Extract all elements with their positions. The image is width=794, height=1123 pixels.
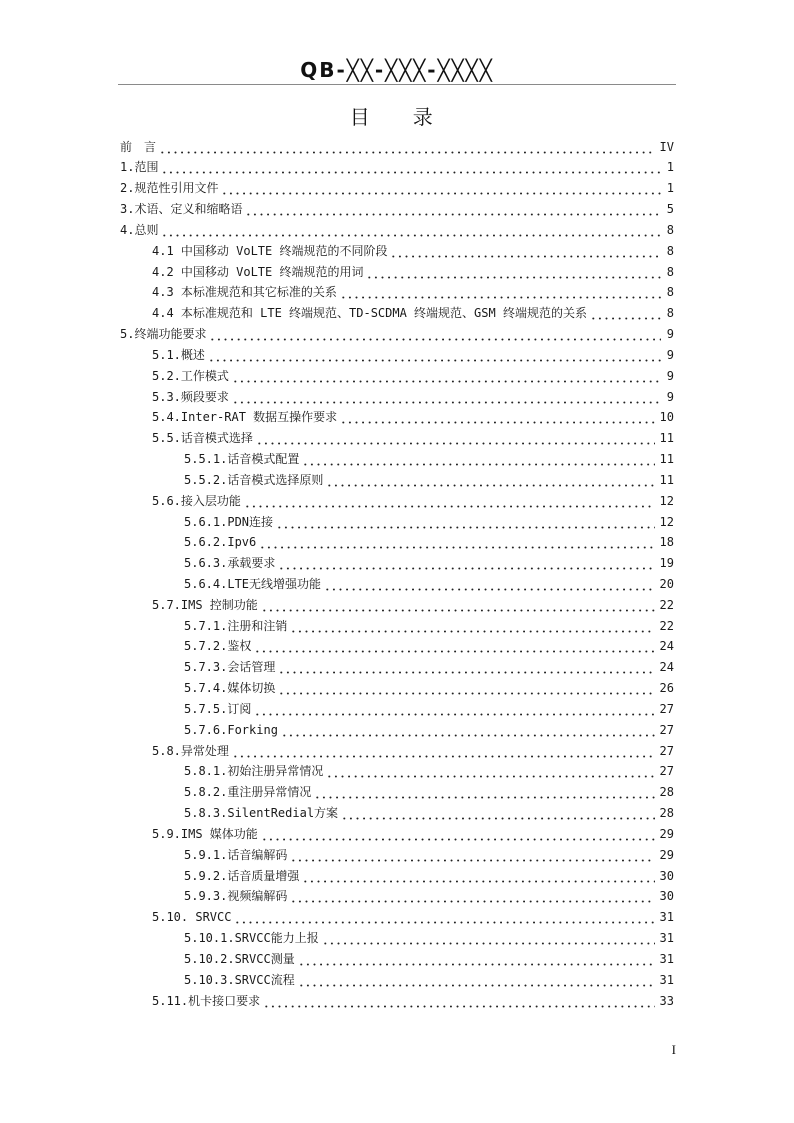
toc-title: 目 录 — [349, 105, 445, 129]
toc-entry-title: 前 言 — [120, 139, 157, 154]
table-of-contents — [120, 137, 674, 1012]
toc-entry-title: 5.8.3.SilentRedial方案 — [184, 806, 339, 821]
toc-entry-title: 5.3.频段要求 — [152, 389, 229, 404]
page-number: I — [671, 1042, 676, 1057]
toc-entry — [120, 741, 674, 762]
toc-dot-leader — [340, 407, 654, 428]
toc-entry — [120, 199, 674, 220]
toc-entry — [120, 470, 674, 491]
header-divider — [118, 84, 676, 85]
toc-page-number: 18 — [659, 535, 674, 550]
toc-page-number: 1 — [666, 160, 674, 175]
toc-entry — [120, 761, 674, 782]
toc-entry — [120, 282, 674, 303]
toc-dot-leader — [254, 699, 654, 720]
toc-entry-title: 5.6.3.承载要求 — [184, 556, 276, 571]
toc-entry-title: 5.10.3.SRVCC流程 — [184, 972, 295, 987]
toc-entry-title: 5.1.概述 — [152, 347, 205, 362]
toc-entry-title: 4.4 本标准规范和 LTE 终端规范、TD-SCDMA 终端规范、GSM 终端规范的关系 — [152, 306, 587, 321]
toc-entry-title: 5.5.2.话音模式选择原则 — [184, 472, 324, 487]
toc-entry — [120, 366, 674, 387]
toc-entry — [120, 970, 674, 991]
toc-dot-leader — [259, 532, 654, 553]
toc-entry — [120, 678, 674, 699]
toc-page-number: 9 — [666, 389, 674, 404]
toc-page-number: 31 — [659, 931, 674, 946]
toc-entry — [120, 137, 674, 158]
toc-entry-title: 5.4.Inter-RAT 数据互操作要求 — [152, 410, 338, 425]
toc-entry — [120, 553, 674, 574]
toc-entry-title: 5.10.1.SRVCC能力上报 — [184, 931, 319, 946]
toc-entry — [120, 241, 674, 262]
toc-page-number: 22 — [659, 618, 674, 633]
toc-entry — [120, 595, 674, 616]
toc-entry — [120, 574, 674, 595]
toc-entry — [120, 886, 674, 907]
toc-page-number: 31 — [659, 910, 674, 925]
toc-page-number: 30 — [659, 868, 674, 883]
toc-entry-title: 5.6.1.PDN连接 — [184, 514, 274, 529]
toc-entry-title: 3.术语、定义和缩略语 — [120, 202, 243, 217]
toc-dot-leader — [263, 991, 654, 1012]
toc-page-number: 24 — [659, 639, 674, 654]
toc-page-number: IV — [659, 139, 674, 154]
toc-entry — [120, 699, 674, 720]
toc-entry-title: 5.9.2.话音质量增强 — [184, 868, 300, 883]
toc-entry-title: 1.范围 — [120, 160, 159, 175]
toc-entry — [120, 845, 674, 866]
toc-entry-title: 5.10.2.SRVCC测量 — [184, 951, 295, 966]
toc-entry-title: 5.7.3.会话管理 — [184, 660, 276, 675]
toc-dot-leader — [390, 241, 661, 262]
toc-dot-leader — [232, 741, 655, 762]
toc-entry-title: 5.11.机卡接口要求 — [152, 993, 261, 1008]
toc-dot-leader — [244, 491, 655, 512]
toc-page-number: 24 — [659, 660, 674, 675]
toc-entry-title: 5.9.1.话音编解码 — [184, 847, 288, 862]
toc-entry-title: 4.3 本标准规范和其它标准的关系 — [152, 285, 337, 300]
toc-entry — [120, 387, 674, 408]
toc-entry-title: 5.7.1.注册和注销 — [184, 618, 288, 633]
toc-entry-title: 5.5.话音模式选择 — [152, 431, 253, 446]
toc-entry-title: 5.10. SRVCC — [152, 910, 232, 925]
toc-dot-leader — [232, 366, 661, 387]
toc-entry — [120, 928, 674, 949]
toc-dot-leader — [298, 970, 655, 991]
toc-entry — [120, 220, 674, 241]
toc-dot-leader — [281, 720, 655, 741]
toc-entry-title: 5.9.3.视频编解码 — [184, 889, 288, 904]
toc-dot-leader — [278, 678, 654, 699]
toc-page-number: 8 — [666, 222, 674, 237]
toc-page-number: 8 — [666, 285, 674, 300]
toc-dot-leader — [159, 137, 655, 158]
toc-page-number: 9 — [666, 347, 674, 362]
toc-page-number: 31 — [659, 972, 674, 987]
toc-dot-leader — [161, 157, 661, 178]
toc-page-number: 33 — [659, 993, 674, 1008]
toc-entry — [120, 824, 674, 845]
toc-dot-leader — [278, 657, 654, 678]
toc-dot-leader — [208, 345, 661, 366]
toc-entry-title: 4.2 中国移动 VoLTE 终端规范的用词 — [152, 264, 364, 279]
toc-entry — [120, 157, 674, 178]
toc-page-number: 8 — [666, 264, 674, 279]
toc-entry — [120, 345, 674, 366]
toc-dot-leader — [290, 886, 654, 907]
toc-dot-leader — [209, 324, 661, 345]
toc-page-number: 1 — [666, 181, 674, 196]
toc-page-number: 12 — [659, 514, 674, 529]
toc-entry — [120, 491, 674, 512]
toc-entry-title: 5.终端功能要求 — [120, 327, 207, 342]
toc-entry-title: 5.8.2.重注册异常情况 — [184, 785, 312, 800]
toc-entry-title: 4.1 中国移动 VoLTE 终端规范的不同阶段 — [152, 243, 388, 258]
toc-page-number: 9 — [666, 368, 674, 383]
toc-dot-leader — [326, 761, 654, 782]
toc-entry — [120, 449, 674, 470]
toc-entry — [120, 512, 674, 533]
toc-page-number: 11 — [659, 452, 674, 467]
toc-dot-leader — [232, 387, 661, 408]
toc-dot-leader — [302, 449, 654, 470]
toc-dot-leader — [322, 928, 655, 949]
toc-entry-title: 5.8.1.初始注册异常情况 — [184, 764, 324, 779]
toc-entry — [120, 407, 674, 428]
toc-dot-leader — [234, 907, 654, 928]
toc-dot-leader — [302, 866, 654, 887]
toc-entry-title: 5.7.4.媒体切换 — [184, 681, 276, 696]
toc-entry — [120, 803, 674, 824]
toc-page-number: 28 — [659, 806, 674, 821]
toc-entry — [120, 324, 674, 345]
toc-dot-leader — [290, 845, 654, 866]
toc-page-number: 27 — [659, 722, 674, 737]
toc-dot-leader — [298, 949, 655, 970]
toc-page-number: 26 — [659, 681, 674, 696]
toc-entry-title: 5.5.1.话音模式配置 — [184, 452, 300, 467]
toc-dot-leader — [261, 824, 655, 845]
toc-dot-leader — [590, 303, 661, 324]
toc-entry — [120, 720, 674, 741]
toc-entry-title: 5.6.4.LTE无线增强功能 — [184, 576, 322, 591]
toc-page-number: 8 — [666, 243, 674, 258]
toc-dot-leader — [326, 470, 654, 491]
toc-entry-title: 5.7.5.订阅 — [184, 701, 252, 716]
toc-page-number: 29 — [659, 826, 674, 841]
toc-entry-title: 5.7.IMS 控制功能 — [152, 597, 258, 612]
toc-dot-leader — [245, 199, 661, 220]
toc-dot-leader — [314, 782, 654, 803]
toc-entry-title: 5.6.2.Ipv6 — [184, 535, 257, 550]
toc-dot-leader — [341, 803, 655, 824]
toc-dot-leader — [278, 553, 654, 574]
toc-entry — [120, 428, 674, 449]
toc-page-number: 11 — [659, 472, 674, 487]
toc-entry — [120, 907, 674, 928]
toc-dot-leader — [161, 220, 661, 241]
toc-page-number: 8 — [666, 306, 674, 321]
toc-entry — [120, 616, 674, 637]
toc-dot-leader — [254, 636, 654, 657]
toc-entry-title: 5.8.异常处理 — [152, 743, 229, 758]
toc-entry-title: 5.2.工作模式 — [152, 368, 229, 383]
toc-dot-leader — [276, 512, 655, 533]
toc-dot-leader — [261, 595, 655, 616]
toc-dot-leader — [221, 178, 661, 199]
toc-entry-title: 5.7.6.Forking — [184, 722, 278, 737]
toc-entry — [120, 303, 674, 324]
toc-page-number: 27 — [659, 743, 674, 758]
toc-page-number: 29 — [659, 847, 674, 862]
toc-entry — [120, 782, 674, 803]
toc-page-number: 27 — [659, 764, 674, 779]
toc-entry — [120, 178, 674, 199]
toc-page-number: 12 — [659, 493, 674, 508]
toc-page-number: 9 — [666, 327, 674, 342]
toc-entry — [120, 657, 674, 678]
toc-page-number: 30 — [659, 889, 674, 904]
toc-page-number: 27 — [659, 701, 674, 716]
toc-dot-leader — [366, 262, 661, 283]
toc-page-number: 5 — [666, 202, 674, 217]
toc-page-number: 11 — [659, 431, 674, 446]
toc-entry — [120, 991, 674, 1012]
toc-entry-title: 5.7.2.鉴权 — [184, 639, 252, 654]
document-code-header: QB-╳╳-╳╳╳-╳╳╳╳ — [300, 58, 494, 82]
toc-entry-title: 5.9.IMS 媒体功能 — [152, 826, 258, 841]
toc-dot-leader — [256, 428, 655, 449]
toc-entry-title: 5.6.接入层功能 — [152, 493, 241, 508]
toc-dot-leader — [324, 574, 655, 595]
toc-dot-leader — [340, 282, 661, 303]
toc-page-number: 20 — [659, 576, 674, 591]
toc-page-number: 28 — [659, 785, 674, 800]
toc-page-number: 31 — [659, 951, 674, 966]
toc-entry — [120, 636, 674, 657]
toc-page-number: 19 — [659, 556, 674, 571]
toc-entry-title: 4.总则 — [120, 222, 159, 237]
toc-page-number: 10 — [659, 410, 674, 425]
toc-entry — [120, 532, 674, 553]
toc-entry — [120, 949, 674, 970]
toc-entry-title: 2.规范性引用文件 — [120, 181, 219, 196]
toc-page-number: 22 — [659, 597, 674, 612]
toc-entry — [120, 866, 674, 887]
toc-dot-leader — [290, 616, 654, 637]
toc-entry — [120, 262, 674, 283]
